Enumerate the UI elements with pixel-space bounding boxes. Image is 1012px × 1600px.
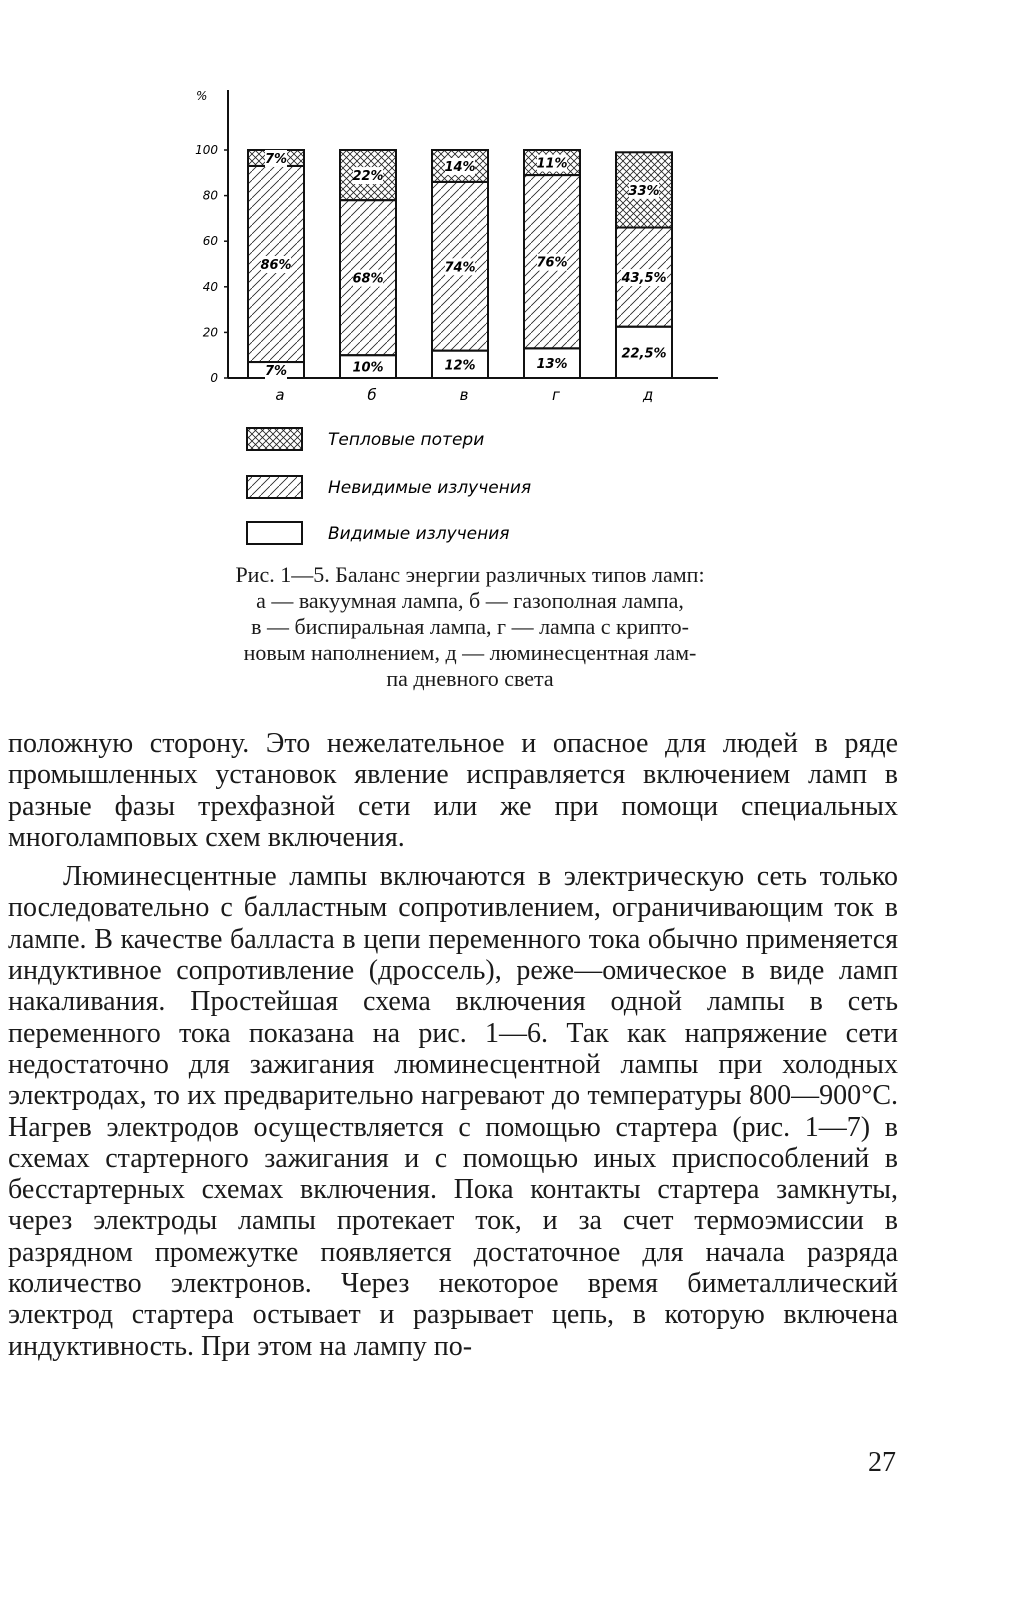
legend-label: Видимые излучения (328, 524, 510, 544)
y-tick-label: 60 (202, 234, 218, 249)
legend-swatch (247, 428, 302, 450)
legend-swatch (247, 522, 302, 544)
data-label: 13% (536, 357, 568, 373)
paragraph-1: положную сторону. Это нежелательное и опасное для людей в ряде промышленных установок явление исправляется включением ламп в разные фазы трехфазной сети или же при помощи специальных многоламповых схем включения. (8, 728, 898, 853)
data-label: 74% (444, 260, 476, 276)
y-tick-label: 40 (202, 279, 218, 294)
figure-caption (150, 562, 790, 692)
data-label: 43,5% (621, 271, 667, 287)
data-label: 22% (352, 169, 384, 185)
data-label: 11% (536, 156, 568, 172)
data-label: 86% (260, 258, 292, 273)
data-label: 7% (264, 364, 288, 380)
category-label: а (275, 386, 285, 404)
data-label: 12% (444, 358, 476, 374)
paragraph-2: Люминесцентные лампы включаются в электрическую сеть только последовательно с балластным сопротивлением, ограничивающим ток в лампе. В качестве балласта в цепи переменного тока обычно применяется индуктивное сопротивление (дроссель), реже—омическое в виде ламп накаливания. Простейшая схема включения одной лампы в сеть переменного тока показана на рис. 1—6. Так как напряжение сети недостаточно для зажигания люминесцентной лампы при холодных электродах, то их предварительно нагревают до температуры 800—900°С. Нагрев электродов осуществляется с помощью стартера (рис. 1—7) в схемах стартерного зажигания и с помощью иных приспособлений в бесстартерных схемах включения. Пока контакты стартера замкнуты, через электроды лампы протекает ток, и за счет термоэмиссии в разрядном промежутке появляется достаточное для начала разряда количество электронов. Через некоторое время биметаллический электрод стартера остывает и разрывает цепь, в которую включена индуктивность. При этом на лампу по- (8, 861, 898, 1362)
data-label: 7% (264, 151, 288, 167)
y-tick-label: 20 (202, 325, 218, 340)
data-label: 14% (444, 159, 476, 175)
caption-line: Рис. 1—5. Баланс энергии различных типов ламп: (235, 562, 705, 587)
data-label: 22,5% (621, 346, 667, 362)
caption-line: в — биспиральная лампа, г — лампа с крипто- (251, 614, 689, 639)
y-tick-label: 0 (210, 371, 218, 385)
caption-line: а — вакуумная лампа, б — газополная лампа, (256, 588, 684, 613)
legend-label: Невидимые излучения (328, 478, 532, 498)
category-label: б (367, 386, 377, 404)
stacked-bar-chart (0, 0, 1012, 560)
category-label: д (642, 386, 654, 404)
y-tick-label: 80 (202, 188, 218, 203)
y-tick-label: 100 (195, 143, 218, 157)
data-label: 10% (352, 360, 384, 376)
category-label: в (459, 386, 469, 404)
energy-balance-figure (0, 0, 1012, 560)
category-label: г (552, 386, 560, 404)
data-label: 33% (628, 183, 660, 199)
body-text (8, 728, 898, 1362)
y-axis-unit-label: % (196, 89, 208, 103)
caption-line: новым наполнением, д — люминесцентная лам- (243, 640, 697, 665)
caption-line: па дневного света (386, 666, 554, 691)
data-label: 76% (536, 255, 568, 271)
legend-swatch (247, 476, 302, 498)
legend-label: Тепловые потери (328, 430, 485, 450)
data-label: 68% (352, 271, 384, 287)
page-number: 27 (868, 1447, 896, 1478)
